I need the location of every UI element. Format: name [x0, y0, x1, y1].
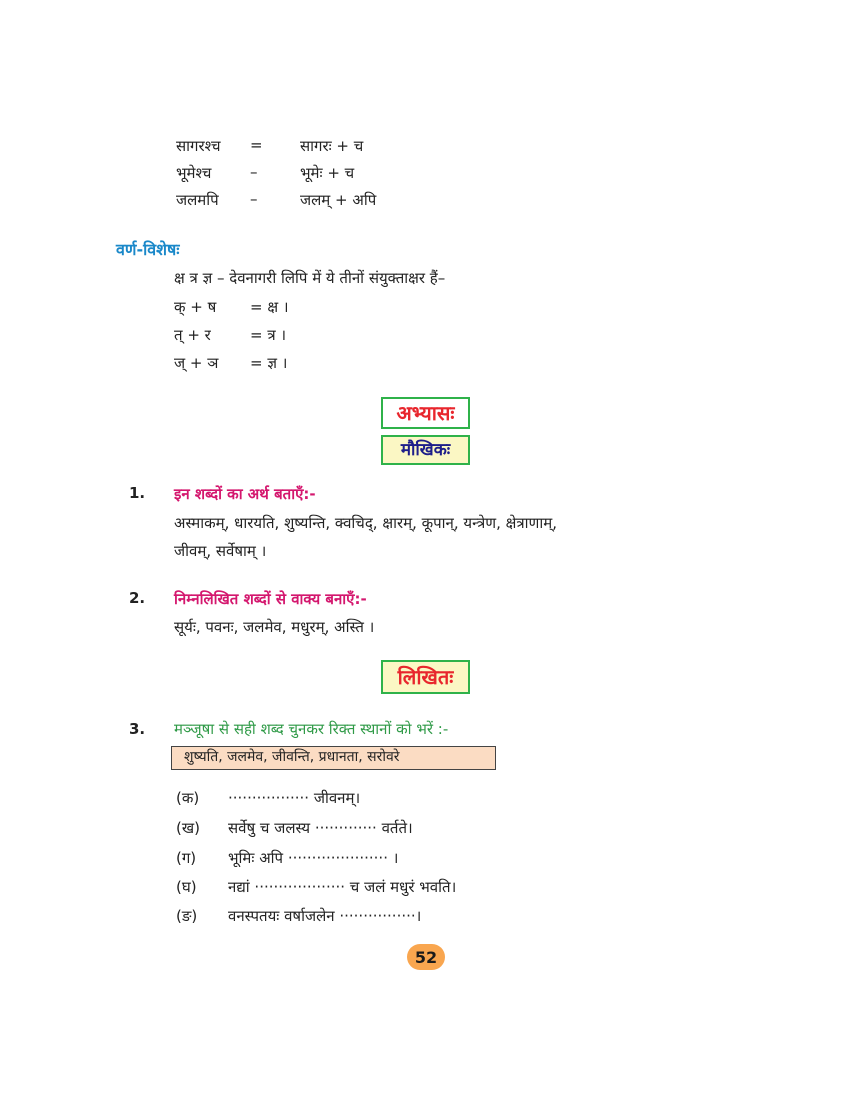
- sandhi-sign: –: [250, 163, 258, 181]
- item-label: (क): [176, 789, 200, 807]
- item-label: (घ): [176, 878, 197, 896]
- sandhi-word: जलमपि: [176, 191, 219, 209]
- sandhi-split: जलम् + अपि: [300, 191, 377, 209]
- fill-blank-sentence: वनस्पतयः वर्षाजलेन ················।: [228, 907, 422, 925]
- sandhi-split: सागरः + च: [300, 137, 364, 155]
- question-prompt: मञ्जूषा से सही शब्द चुनकर रिक्त स्थानों को भरें :-: [174, 720, 449, 738]
- abhyas-title: अभ्यासः: [381, 397, 470, 429]
- varna-parts: ज् + ञ: [174, 354, 219, 372]
- varna-result: = त्र ।: [250, 326, 287, 344]
- fill-blank-sentence: ················· जीवनम्।: [228, 789, 361, 807]
- sandhi-sign: –: [250, 190, 258, 208]
- item-label: (ख): [176, 819, 200, 837]
- fill-blank-sentence: नद्यां ··················· च जलं मधुरं भवति।: [228, 878, 457, 896]
- varna-parts: क् + ष: [174, 298, 217, 316]
- maukhik-title: मौखिकः: [381, 435, 470, 465]
- varna-result: = ज्ञ ।: [250, 354, 288, 372]
- sandhi-word: सागरश्च: [176, 137, 221, 155]
- varna-heading: वर्ण-विशेषः: [116, 240, 180, 259]
- word-box: शुष्यति, जलमेव, जीवन्ति, प्रधानता, सरोवरे: [171, 746, 496, 770]
- likhit-title: लिखितः: [381, 660, 470, 694]
- answer-line: सूर्यः, पवनः, जलमेव, मधुरम्, अस्ति ।: [174, 618, 375, 636]
- item-label: (ङ): [176, 907, 198, 925]
- page-number-badge: [407, 944, 445, 970]
- question-number: 2.: [129, 589, 146, 607]
- sandhi-sign: =: [250, 136, 263, 154]
- sandhi-word: भूमेश्च: [176, 164, 212, 182]
- item-label: (ग): [176, 849, 197, 867]
- fill-blank-sentence: सर्वेषु च जलस्य ············· वर्तते।: [228, 819, 413, 837]
- answer-line: जीवम्, सर्वेषाम् ।: [174, 542, 267, 560]
- answer-line: अस्माकम्, धारयति, शुष्यन्ति, क्वचिद्, क्षारम्, कूपान्, यन्त्रेण, क्षेत्राणाम्,: [174, 514, 558, 532]
- question-prompt: इन शब्दों का अर्थ बताएँ:-: [174, 485, 316, 503]
- question-number: 3.: [129, 720, 146, 738]
- fill-blank-sentence: भूमिः अपि ····················· ।: [228, 849, 399, 867]
- sandhi-split: भूमेः + च: [300, 164, 355, 182]
- varna-intro: क्ष त्र ज्ञ – देवनागरी लिपि में ये तीनों संयुक्ताक्षर हैं–: [174, 269, 446, 287]
- varna-result: = क्ष ।: [250, 298, 289, 316]
- page-number: 52: [414, 947, 438, 967]
- question-number: 1.: [129, 484, 146, 502]
- question-prompt: निम्नलिखित शब्दों से वाक्य बनाएँ:-: [174, 590, 367, 608]
- varna-parts: त् + र: [174, 326, 211, 344]
